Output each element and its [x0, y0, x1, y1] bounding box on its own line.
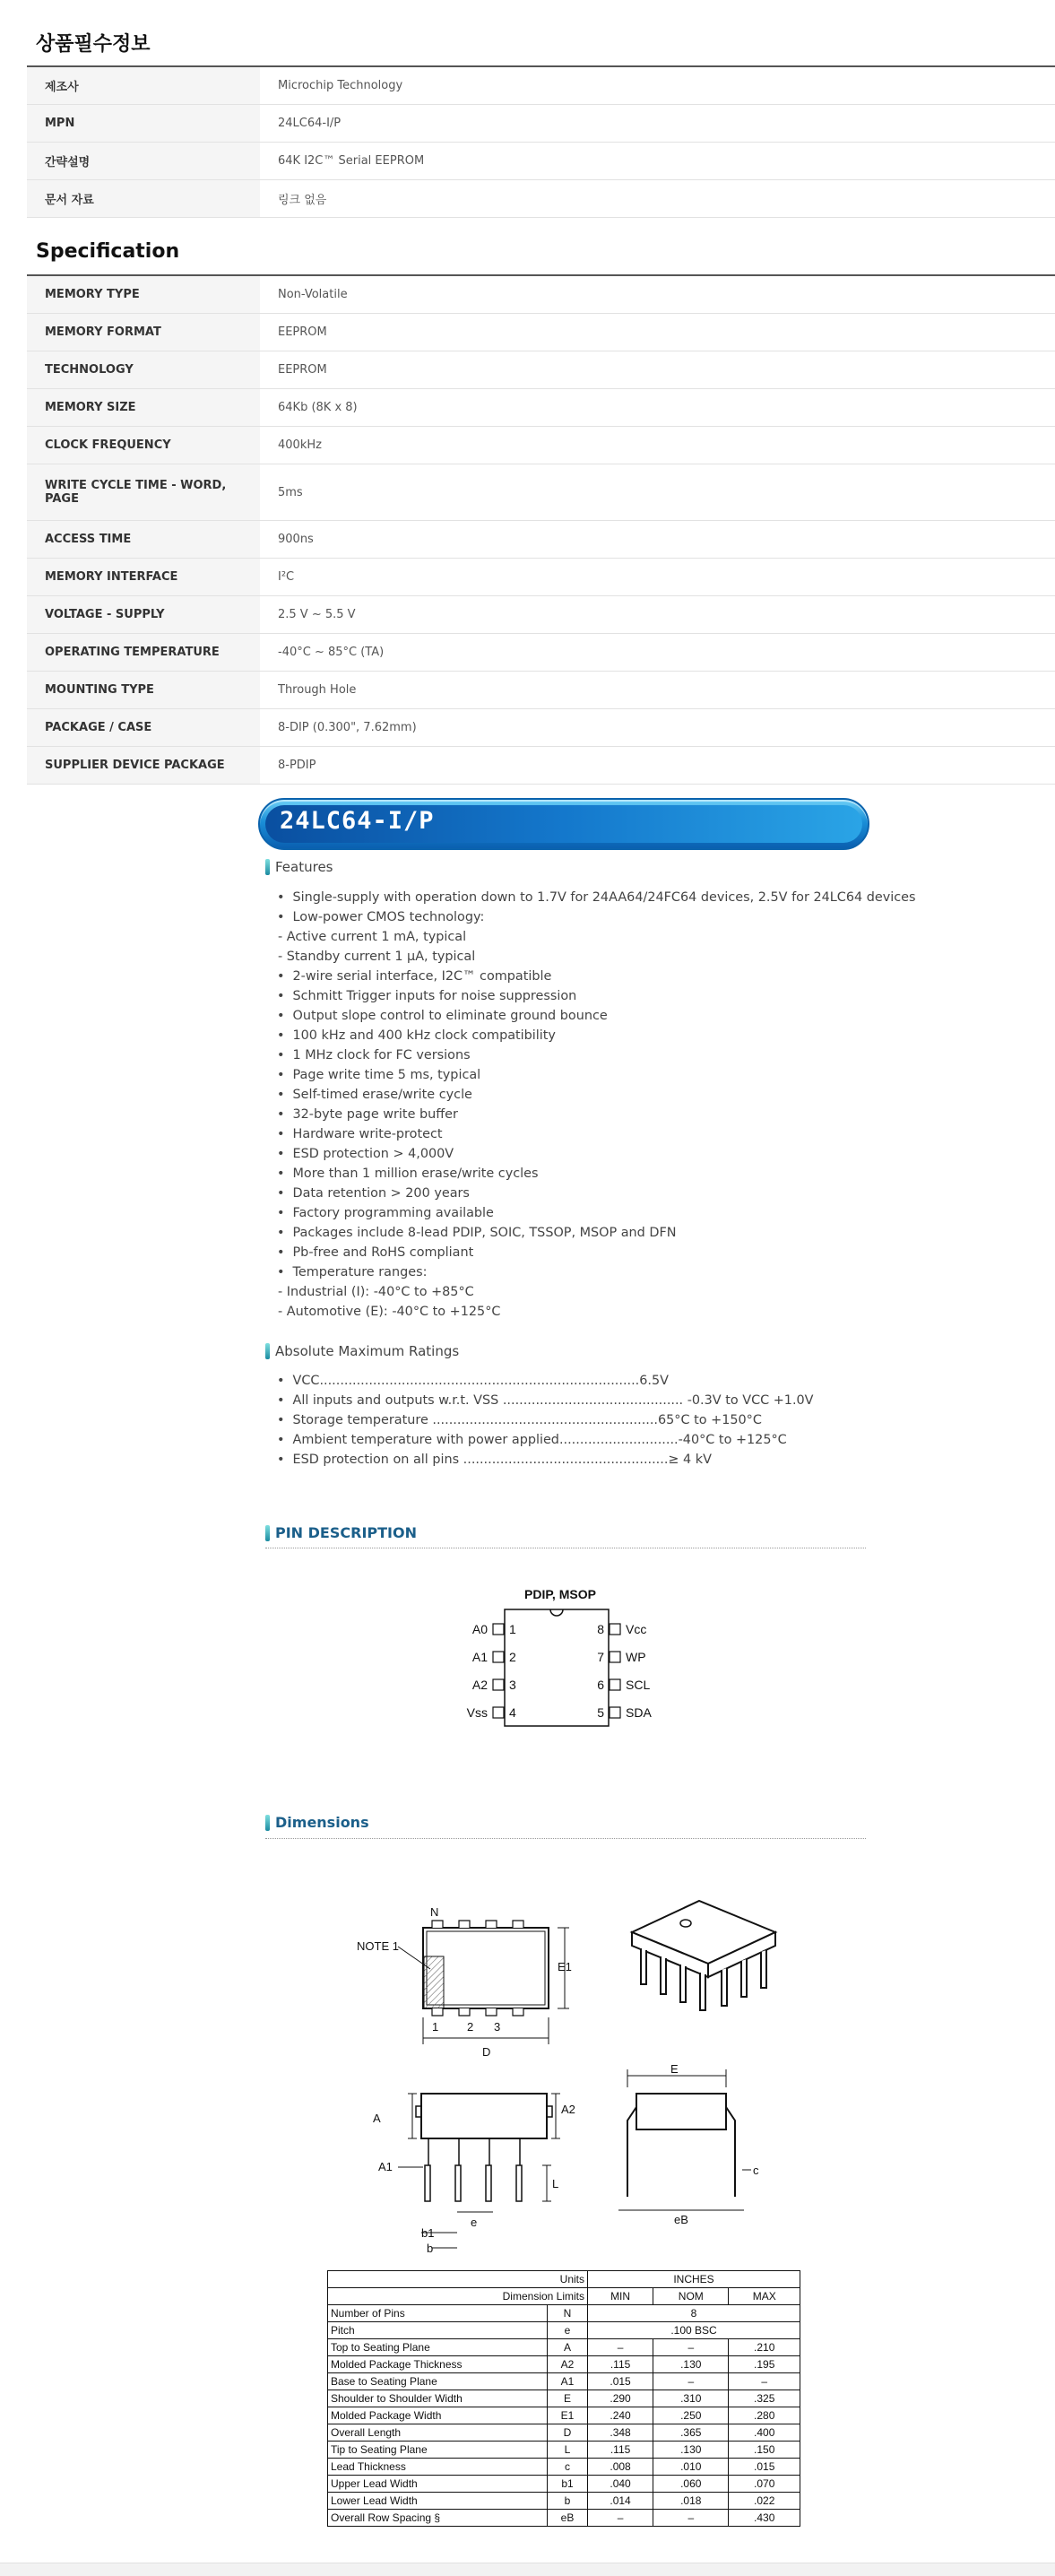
table-row [328, 2424, 800, 2442]
dim-nom: .310 [653, 2390, 729, 2407]
dim-max: .070 [729, 2476, 800, 2493]
list-item: • Ambient temperature with power applied.............................-40°C to +125°C [278, 1430, 814, 1450]
3d-view-drawing [614, 1869, 793, 2040]
dim-min: – [588, 2510, 653, 2527]
dim-nom: .365 [653, 2424, 729, 2442]
list-item: • Single-supply with operation down to 1.7V for 24AA64/24FC64 devices, 2.5V for 24LC64 devices [278, 888, 915, 907]
list-item: • Factory programming available [278, 1203, 915, 1223]
label-e-pitch: e [471, 2216, 478, 2229]
row-value: 8-DIP (0.300", 7.62mm) [278, 721, 417, 734]
label-d: D [482, 2045, 491, 2059]
dim-min: .115 [588, 2442, 653, 2459]
label-a2: A2 [561, 2103, 575, 2116]
dim-name: Upper Lead Width [328, 2476, 548, 2493]
table-row [328, 2288, 800, 2305]
row-value: 64Kb (8K x 8) [278, 401, 358, 414]
row-key: VOLTAGE - SUPPLY [27, 596, 260, 633]
dim-symbol: E [548, 2390, 588, 2407]
dim-max: .430 [729, 2510, 800, 2527]
pin-name: Vss [466, 1705, 488, 1720]
table-row [328, 2442, 800, 2459]
label-c: c [753, 2164, 759, 2177]
banner-title: 24LC64-I/P [280, 807, 435, 835]
table-row [328, 2322, 800, 2339]
dimensions-heading: Dimensions [265, 1814, 369, 1831]
list-item: • ESD protection on all pins ..................................................≥ 4 kV [278, 1450, 814, 1470]
divider [265, 1838, 866, 1839]
table-row [328, 2476, 800, 2493]
row-value: 5ms [278, 485, 303, 499]
label-pin2: 2 [467, 2020, 474, 2034]
list-item: • More than 1 million erase/write cycles [278, 1164, 915, 1184]
pin-box [610, 1624, 620, 1635]
table-row [27, 747, 1055, 785]
table-row [27, 351, 1055, 389]
table-row [328, 2459, 800, 2476]
list-item: - Automotive (E): -40°C to +125°C [278, 1305, 501, 1319]
pin-number: 4 [509, 1705, 516, 1720]
heading-bar-icon [265, 1343, 270, 1359]
pin-name: SDA [626, 1705, 652, 1720]
dim-max: .325 [729, 2390, 800, 2407]
dim-symbol: eB [548, 2510, 588, 2527]
label-b1: b1 [421, 2226, 435, 2240]
footer-strip [0, 2563, 1055, 2576]
dim-nom: – [653, 2373, 729, 2390]
row-value: 8-PDIP [278, 759, 316, 772]
row-key: WRITE CYCLE TIME - WORD, PAGE [27, 464, 260, 520]
limits-label: Dimension Limits [328, 2288, 588, 2305]
pin-name: A1 [471, 1650, 488, 1664]
row-value: 400kHz [278, 438, 322, 452]
table-row [328, 2510, 800, 2527]
row-key: MEMORY SIZE [27, 389, 260, 426]
label-e: E [670, 2062, 679, 2076]
dim-name: Base to Seating Plane [328, 2373, 548, 2390]
table-row [328, 2305, 800, 2322]
table-row [328, 2390, 800, 2407]
dim-nom: .010 [653, 2459, 729, 2476]
dim-name: Overall Row Spacing § [328, 2510, 548, 2527]
pin-diagram [448, 1583, 681, 1744]
pin-number: 3 [509, 1678, 516, 1692]
dim-symbol: e [548, 2322, 588, 2339]
dim-symbol: c [548, 2459, 588, 2476]
dim-value: 8 [588, 2305, 800, 2322]
pin-box [610, 1652, 620, 1662]
dim-nom: .018 [653, 2493, 729, 2510]
table-row [27, 67, 1055, 105]
dim-nom: – [653, 2339, 729, 2356]
top-view-drawing [341, 1883, 592, 2062]
table-row [328, 2271, 800, 2288]
dim-nom: .130 [653, 2356, 729, 2373]
table-row [27, 427, 1055, 464]
dim-min: .240 [588, 2407, 653, 2424]
list-item: • Output slope control to eliminate ground bounce [278, 1006, 915, 1026]
dim-name: Number of Pins [328, 2305, 548, 2322]
pin-number: 8 [597, 1622, 604, 1636]
pin-box [493, 1652, 504, 1662]
list-item: - Industrial (I): -40°C to +85°C [278, 1285, 474, 1299]
list-item: • Temperature ranges: [278, 1262, 915, 1282]
dim-min: – [588, 2339, 653, 2356]
row-value: 링크 없음 [278, 194, 327, 207]
dim-min: .290 [588, 2390, 653, 2407]
dim-nom: .250 [653, 2407, 729, 2424]
row-value: I²C [278, 570, 295, 584]
table-row [27, 521, 1055, 559]
row-key: SUPPLIER DEVICE PACKAGE [27, 747, 260, 784]
dim-max: .150 [729, 2442, 800, 2459]
features-list [278, 888, 915, 1322]
dim-min: .040 [588, 2476, 653, 2493]
pin-number: 1 [509, 1622, 516, 1636]
dim-name: Molded Package Thickness [328, 2356, 548, 2373]
row-value: 900ns [278, 533, 314, 546]
dimension-table [327, 2270, 800, 2527]
pin-number: 6 [597, 1678, 604, 1692]
specification-table [27, 274, 1055, 785]
table-row [27, 464, 1055, 521]
dim-min: .015 [588, 2373, 653, 2390]
abs-max-heading: Absolute Maximum Ratings [265, 1343, 459, 1359]
row-key: MEMORY INTERFACE [27, 559, 260, 595]
label-pin3: 3 [494, 2020, 501, 2034]
table-row [328, 2339, 800, 2356]
dim-value: .100 BSC [588, 2322, 800, 2339]
package-label: PDIP, MSOP [524, 1587, 596, 1601]
label-l: L [552, 2177, 559, 2190]
pin-number: 2 [509, 1650, 516, 1664]
row-key: MEMORY FORMAT [27, 314, 260, 351]
list-item: • Schmitt Trigger inputs for noise suppression [278, 986, 915, 1006]
table-row [27, 105, 1055, 143]
table-row [27, 672, 1055, 709]
label-n: N [430, 1905, 439, 1919]
chip-body [505, 1609, 609, 1726]
dim-name: Pitch [328, 2322, 548, 2339]
row-value: Through Hole [278, 683, 357, 697]
list-item: • ESD protection > 4,000V [278, 1144, 915, 1164]
label-note: NOTE 1 [357, 1939, 399, 1953]
dim-nom: .130 [653, 2442, 729, 2459]
table-row [27, 709, 1055, 747]
list-item: • 32-byte page write buffer [278, 1105, 915, 1124]
units-value: INCHES [588, 2271, 800, 2288]
heading-bar-icon [265, 1525, 270, 1541]
dim-symbol: D [548, 2424, 588, 2442]
side-view-drawing [368, 2085, 592, 2255]
product-info-title: 상품필수정보 [36, 33, 151, 56]
row-key: MEMORY TYPE [27, 276, 260, 313]
dim-symbol: A1 [548, 2373, 588, 2390]
dim-name: Overall Length [328, 2424, 548, 2442]
column-header: MAX [729, 2288, 800, 2305]
pin-number: 5 [597, 1705, 604, 1720]
table-row [27, 634, 1055, 672]
table-row [27, 143, 1055, 180]
dim-name: Lead Thickness [328, 2459, 548, 2476]
dim-symbol: b [548, 2493, 588, 2510]
label-pin1: 1 [432, 2020, 439, 2034]
units-label: Units [328, 2271, 588, 2288]
pin-box [610, 1679, 620, 1690]
pin-box [610, 1707, 620, 1718]
dim-min: .348 [588, 2424, 653, 2442]
list-item: - Active current 1 mA, typical [278, 930, 467, 944]
dim-name: Tip to Seating Plane [328, 2442, 548, 2459]
list-item: • All inputs and outputs w.r.t. VSS ............................................ -0.3V to VCC +1.0V [278, 1391, 814, 1410]
column-header: MIN [588, 2288, 653, 2305]
pin-name: SCL [626, 1678, 651, 1692]
dim-symbol: N [548, 2305, 588, 2322]
row-value: 64K I2C™ Serial EEPROM [278, 154, 425, 168]
end-view-drawing [610, 2062, 771, 2233]
row-value: Non-Volatile [278, 288, 348, 301]
dim-min: .014 [588, 2493, 653, 2510]
dim-name: Lower Lead Width [328, 2493, 548, 2510]
pin-name: A0 [471, 1622, 488, 1636]
table-row [27, 180, 1055, 218]
table-row [27, 559, 1055, 596]
dim-name: Molded Package Width [328, 2407, 548, 2424]
dim-max: – [729, 2373, 800, 2390]
list-item: • 100 kHz and 400 kHz clock compatibility [278, 1026, 915, 1045]
heading-bar-icon [265, 859, 270, 875]
list-item: • 1 MHz clock for FC versions [278, 1045, 915, 1065]
row-value: 24LC64-I/P [278, 117, 342, 130]
column-header: NOM [653, 2288, 729, 2305]
pin-description-heading: PIN DESCRIPTION [265, 1524, 417, 1541]
table-row [328, 2356, 800, 2373]
table-row [328, 2493, 800, 2510]
row-key: TECHNOLOGY [27, 351, 260, 388]
dim-symbol: A2 [548, 2356, 588, 2373]
dim-min: .115 [588, 2356, 653, 2373]
list-item: • Data retention > 200 years [278, 1184, 915, 1203]
row-key: MPN [27, 105, 260, 142]
row-key: OPERATING TEMPERATURE [27, 634, 260, 671]
pin-box [493, 1624, 504, 1635]
table-row [27, 314, 1055, 351]
dim-max: .210 [729, 2339, 800, 2356]
row-key: 제조사 [27, 67, 260, 104]
dim-max: .015 [729, 2459, 800, 2476]
label-a: A [373, 2112, 381, 2125]
dim-symbol: b1 [548, 2476, 588, 2493]
pin-number: 7 [597, 1650, 604, 1664]
dim-symbol: L [548, 2442, 588, 2459]
row-key: MOUNTING TYPE [27, 672, 260, 708]
dim-nom: – [653, 2510, 729, 2527]
row-key: ACCESS TIME [27, 521, 260, 558]
label-eb: eB [674, 2213, 688, 2226]
table-row [328, 2407, 800, 2424]
pin-name: WP [626, 1650, 646, 1664]
list-item: • Hardware write-protect [278, 1124, 915, 1144]
list-item: - Standby current 1 μA, typical [278, 950, 476, 964]
list-item: • Packages include 8-lead PDIP, SOIC, TSSOP, MSOP and DFN [278, 1223, 915, 1243]
product-banner [258, 798, 869, 850]
table-row [27, 389, 1055, 427]
row-key: CLOCK FREQUENCY [27, 427, 260, 464]
row-key: 문서 자료 [27, 180, 260, 217]
label-e1: E1 [558, 1960, 572, 1973]
dim-nom: .060 [653, 2476, 729, 2493]
row-key: 간략설명 [27, 143, 260, 179]
row-value: -40°C ~ 85°C (TA) [278, 646, 385, 659]
features-heading: Features [265, 859, 333, 875]
heading-bar-icon [265, 1815, 270, 1831]
list-item: • 2-wire serial interface, I2C™ compatible [278, 967, 915, 986]
specification-title: Specification [36, 240, 180, 263]
dim-symbol: E1 [548, 2407, 588, 2424]
row-value: Microchip Technology [278, 79, 403, 92]
row-value: 2.5 V ~ 5.5 V [278, 608, 356, 621]
dim-max: .022 [729, 2493, 800, 2510]
dim-max: .400 [729, 2424, 800, 2442]
pin-name: Vcc [626, 1622, 647, 1636]
table-row [27, 276, 1055, 314]
dim-max: .195 [729, 2356, 800, 2373]
dim-symbol: A [548, 2339, 588, 2356]
list-item: • Storage temperature .......................................................65°C to +150°C [278, 1410, 814, 1430]
dim-name: Top to Seating Plane [328, 2339, 548, 2356]
table-row [328, 2373, 800, 2390]
list-item: • Self-timed erase/write cycle [278, 1085, 915, 1105]
list-item: • Pb-free and RoHS compliant [278, 1243, 915, 1262]
pin-box [493, 1707, 504, 1718]
label-a1: A1 [378, 2160, 393, 2173]
table-row [27, 596, 1055, 634]
dim-max: .280 [729, 2407, 800, 2424]
product-info-table [27, 65, 1055, 218]
label-b: b [427, 2242, 434, 2255]
list-item: • VCC..............................................................................6.5V [278, 1371, 814, 1391]
row-key: PACKAGE / CASE [27, 709, 260, 746]
dim-min: .008 [588, 2459, 653, 2476]
list-item: • Low-power CMOS technology: [278, 907, 915, 927]
abs-max-list [278, 1371, 814, 1470]
list-item: • Page write time 5 ms, typical [278, 1065, 915, 1085]
dim-name: Shoulder to Shoulder Width [328, 2390, 548, 2407]
pin-name: A2 [471, 1678, 488, 1692]
pin-box [493, 1679, 504, 1690]
row-value: EEPROM [278, 325, 327, 339]
row-value: EEPROM [278, 363, 327, 377]
